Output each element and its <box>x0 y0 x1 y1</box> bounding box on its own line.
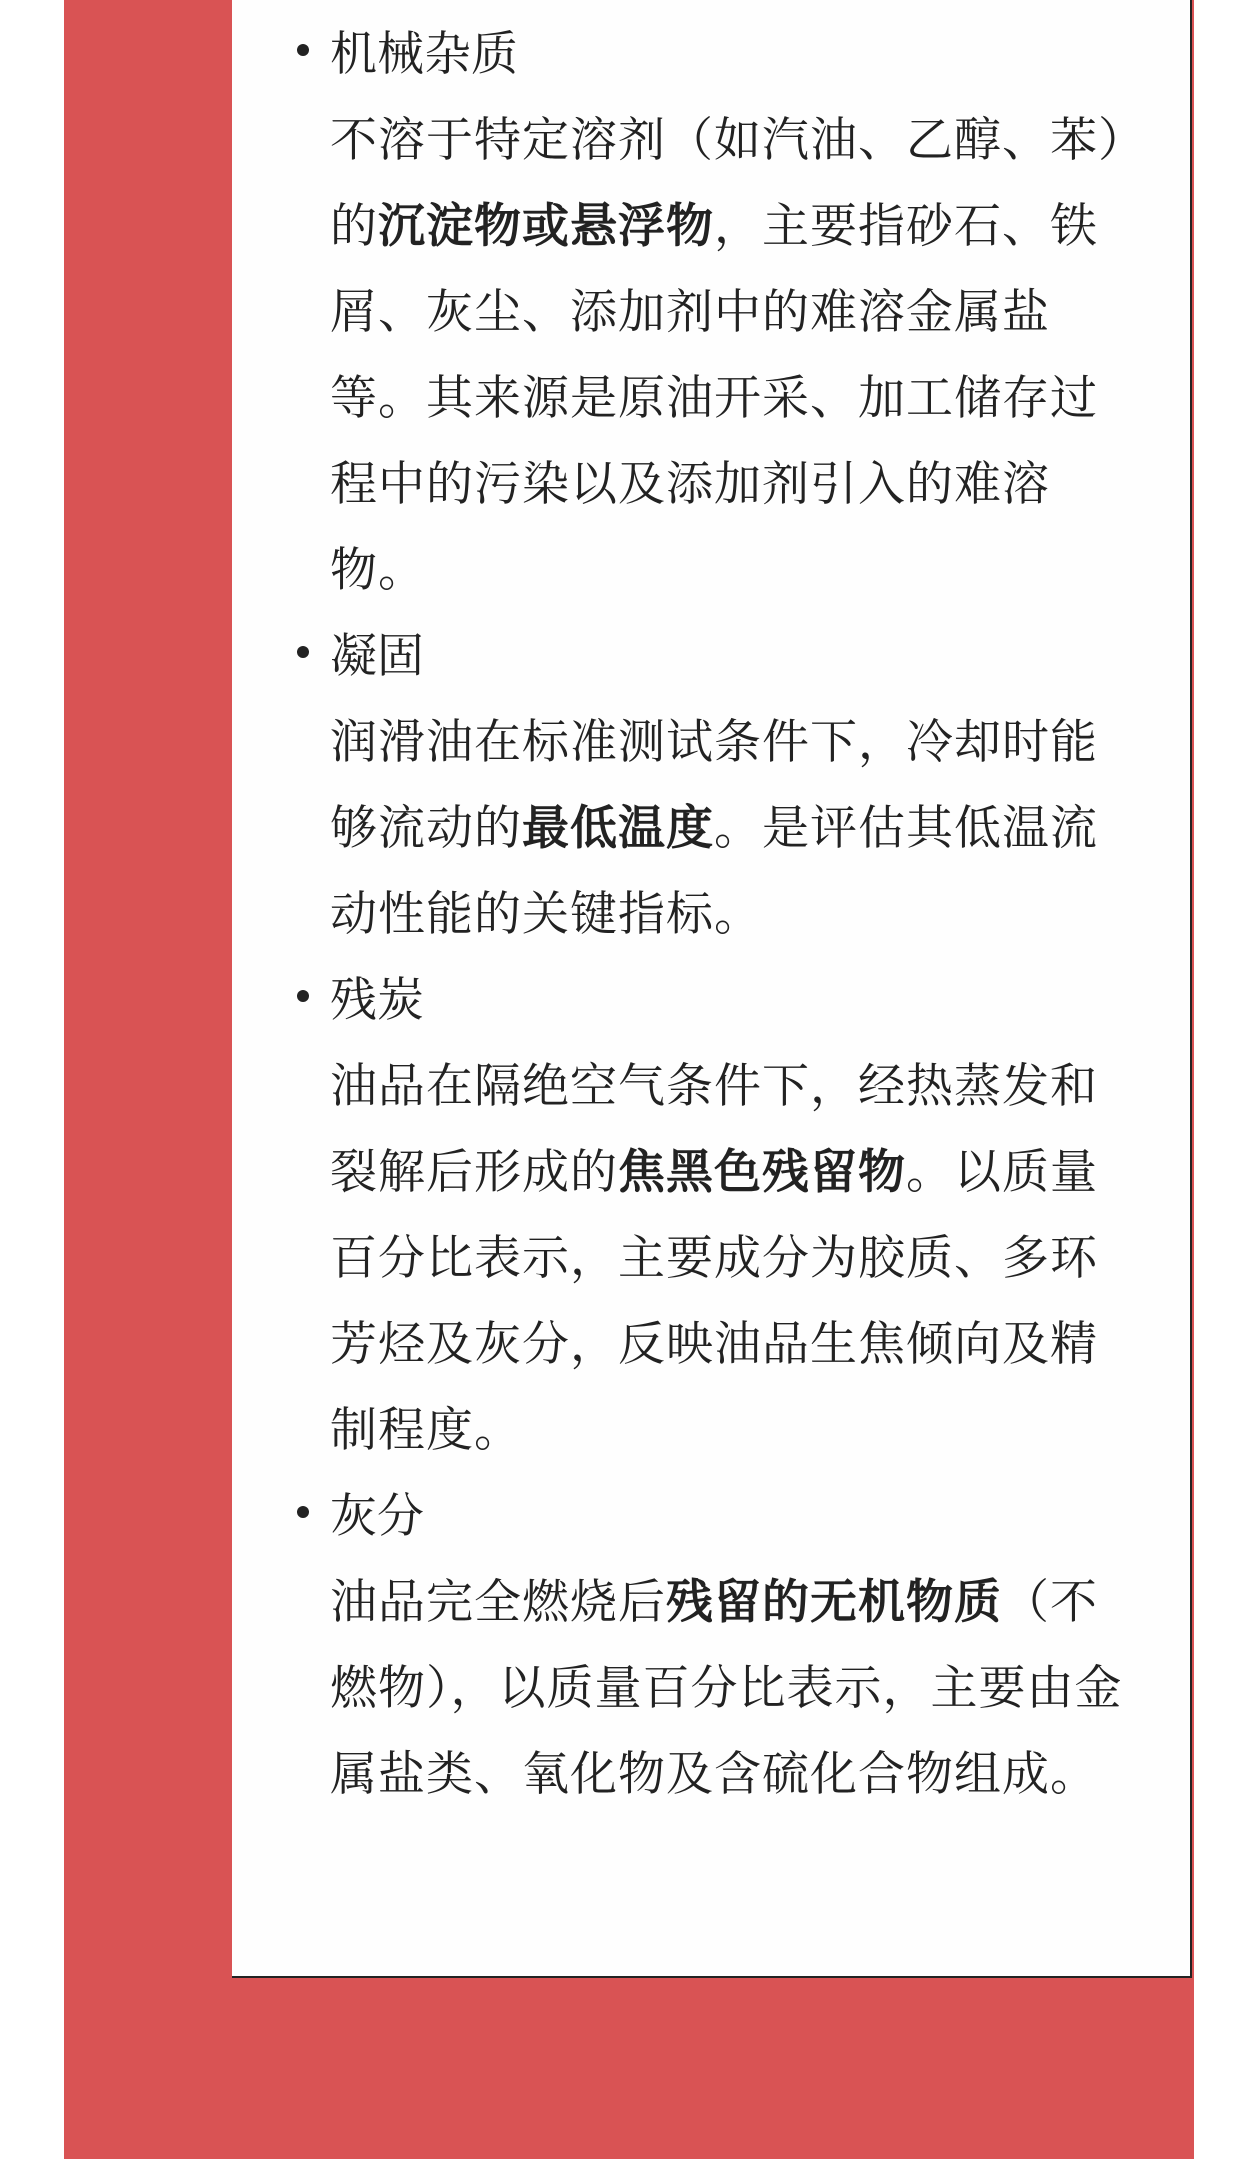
bullet-icon <box>297 990 309 1002</box>
term-description <box>330 98 1135 614</box>
bullet-icon <box>297 44 309 56</box>
description-text: 油品完全燃烧后 <box>330 1575 666 1630</box>
list-item <box>330 12 1135 614</box>
term-title: 灰分 <box>330 1489 424 1544</box>
term-list <box>330 12 1135 1818</box>
description-emphasis: 最低温度 <box>522 801 714 856</box>
content-card <box>232 0 1192 1978</box>
description-emphasis: 焦黑色残留物 <box>618 1145 906 1200</box>
description-emphasis: 残留的无机物质 <box>666 1575 1002 1630</box>
term-title: 机械杂质 <box>330 27 518 82</box>
description-text: （不燃物），以质量百分比表示，主要由金属盐类、氧化物及含硫化合物组成。 <box>330 1575 1123 1802</box>
term-description <box>330 1560 1135 1818</box>
list-item <box>330 614 1135 958</box>
list-item <box>330 1474 1135 1818</box>
bullet-icon <box>297 646 309 658</box>
list-item <box>330 958 1135 1474</box>
description-text: 润滑油在标准测试条件下，冷却时能够流动的 <box>330 715 1098 856</box>
description-text: 。以质量百分比表示，主要成分为胶质、多环芳烃及灰分，反映油品生焦倾向及精制程度。 <box>330 1145 1098 1458</box>
description-text: 。是评估其低温流动性能的关键指标。 <box>330 801 1098 942</box>
bullet-icon <box>297 1506 309 1518</box>
description-text: 油品在隔绝空气条件下，经热蒸发和裂解后形成的 <box>330 1059 1098 1200</box>
description-text: 不溶于特定溶剂（如汽油、乙醇、苯）的 <box>330 113 1123 254</box>
term-title: 凝固 <box>330 629 424 684</box>
term-title: 残炭 <box>330 973 424 1028</box>
description-emphasis: 沉淀物或悬浮物 <box>378 199 714 254</box>
term-description <box>330 700 1135 958</box>
description-text: ，主要指砂石、铁屑、灰尘、添加剂中的难溶金属盐等。其来源是原油开采、加工储存过程中的污染以及添加剂引入的难溶物。 <box>330 199 1098 598</box>
term-description <box>330 1044 1135 1474</box>
